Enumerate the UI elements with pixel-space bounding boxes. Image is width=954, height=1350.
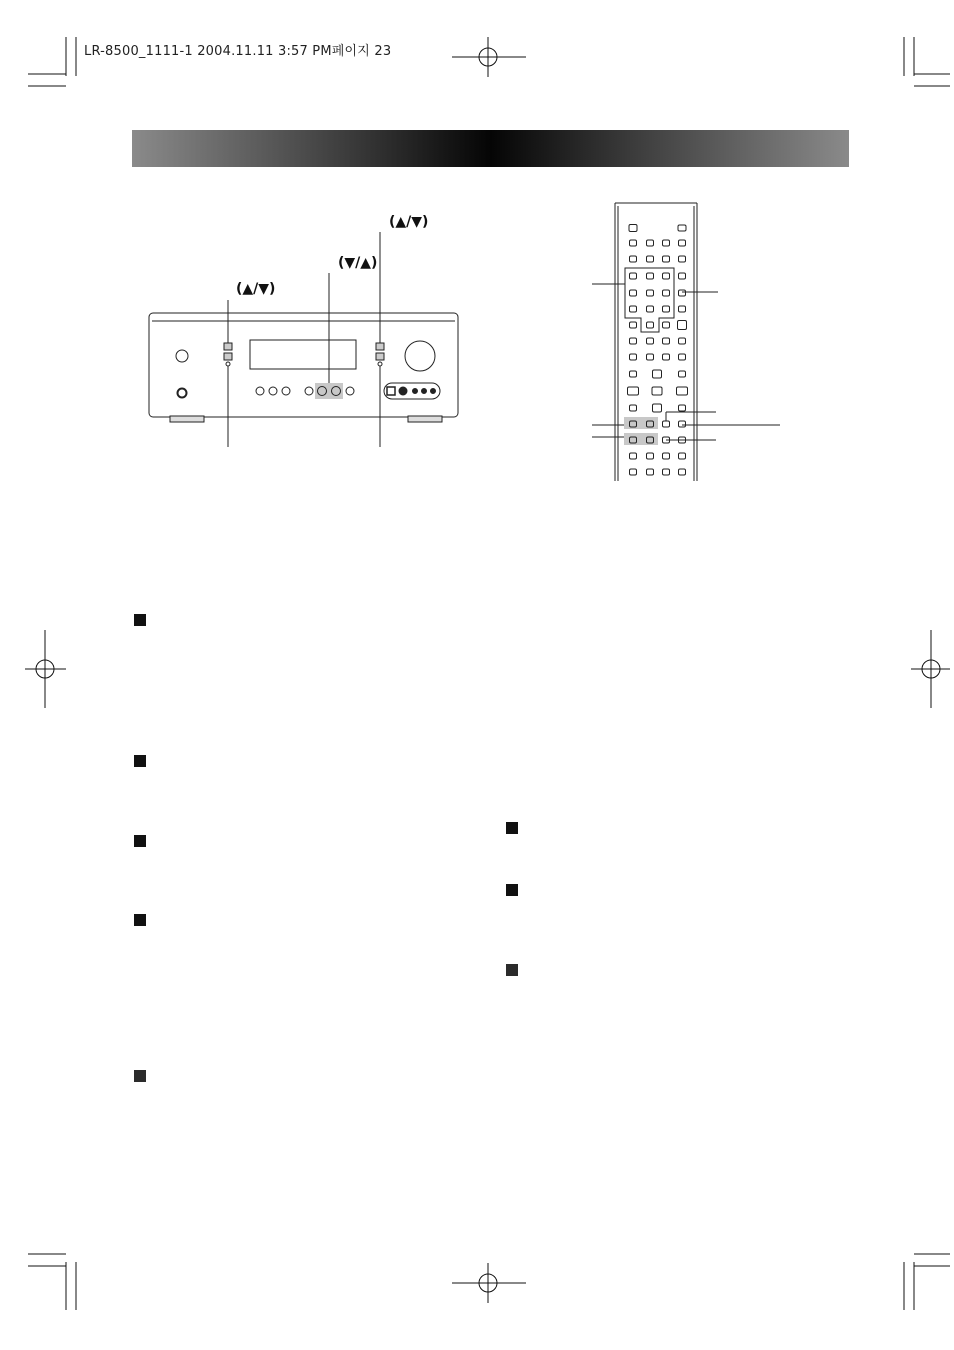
remote-button [679, 338, 686, 344]
remote-button [630, 290, 637, 296]
remote-button [663, 273, 670, 279]
remote-button [630, 453, 637, 459]
remote-button [679, 290, 686, 296]
bullet-icon [134, 1070, 146, 1082]
remote-button [647, 338, 654, 344]
bullet-icon [134, 755, 146, 767]
arrow-label-middle: (▼/▲) [338, 255, 378, 271]
remote-button [630, 371, 637, 377]
print-slug: LR-8500_1111-1 2004.11.11 3:57 PM페이지 23 [84, 44, 392, 59]
remote-button [647, 240, 654, 246]
remote-button [663, 306, 670, 312]
remote-button [663, 421, 670, 427]
remote-button [630, 273, 637, 279]
remote-button [647, 469, 654, 475]
remote-button [679, 453, 686, 459]
bullet-icon [506, 884, 518, 896]
remote-button [630, 469, 637, 475]
remote-button [679, 256, 686, 262]
remote-button [679, 273, 686, 279]
bullet-icon [506, 822, 518, 834]
remote-button [679, 240, 686, 246]
remote-button [663, 256, 670, 262]
remote-button [679, 421, 686, 427]
remote-button [678, 225, 686, 231]
remote-button [647, 354, 654, 360]
remote-button [652, 387, 662, 395]
remote-button [630, 256, 637, 262]
remote-button [679, 405, 686, 411]
arrow-label-right: (▲/▼) [389, 214, 429, 230]
remote-button [663, 322, 670, 328]
remote-button [630, 240, 637, 246]
remote-button [679, 371, 686, 377]
remote-button [630, 306, 637, 312]
remote-button [678, 321, 687, 330]
arrow-label-left: (▲/▼) [236, 281, 276, 297]
remote-button [679, 354, 686, 360]
remote-button [663, 290, 670, 296]
remote-button [663, 240, 670, 246]
remote-button [647, 256, 654, 262]
remote-button [653, 370, 662, 378]
bullet-icon [506, 964, 518, 976]
bullet-icon [134, 614, 146, 626]
remote-button [647, 322, 654, 328]
remote-button [663, 338, 670, 344]
remote-button [647, 453, 654, 459]
remote-button [677, 387, 688, 395]
bullet-icon [134, 835, 146, 847]
bullet-icon [134, 914, 146, 926]
remote-button [630, 405, 637, 411]
remote-button [647, 290, 654, 296]
remote-button [653, 404, 662, 412]
remote-button [629, 225, 637, 232]
remote-button [663, 469, 670, 475]
remote-button [663, 354, 670, 360]
remote-button [663, 453, 670, 459]
remote-button [630, 338, 637, 344]
remote-button [647, 273, 654, 279]
remote-button [630, 322, 637, 328]
remote-button [628, 387, 639, 395]
remote-button [647, 306, 654, 312]
remote-button [679, 306, 686, 312]
remote-button [679, 469, 686, 475]
remote-button [630, 354, 637, 360]
